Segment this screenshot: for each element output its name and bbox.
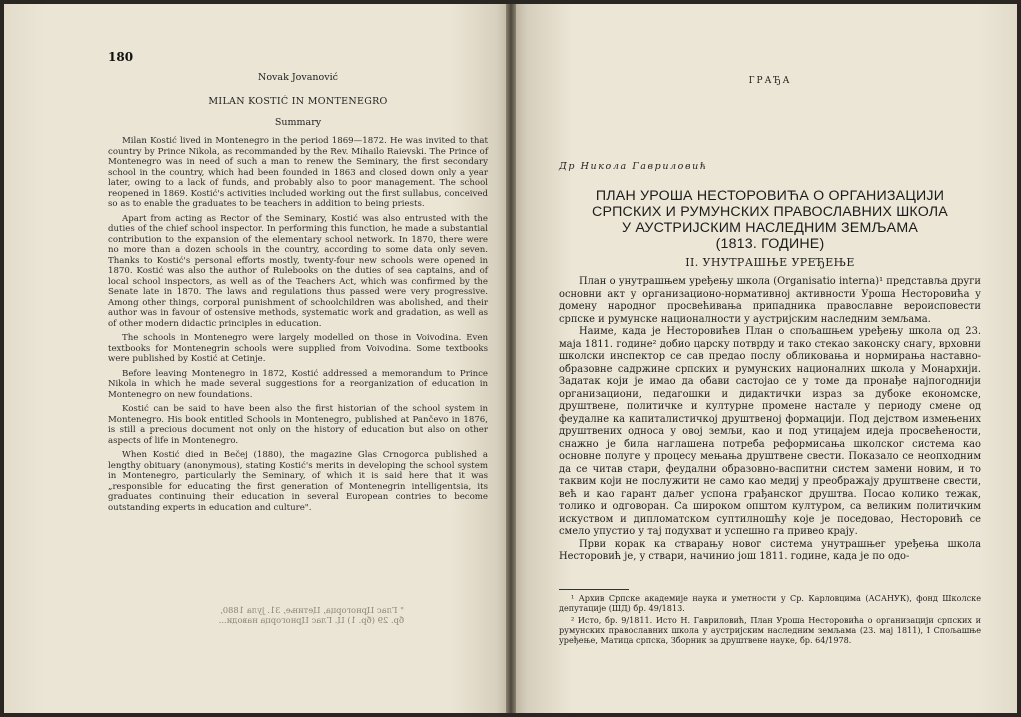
title-line: У АУСТРИЈСКИМ НАСЛЕДНИМ ЗЕМЉАМА [621,220,919,236]
bleed-through-text: " Глас Црногорца, Цетиње, 31. јула 1880, бр. 29 (бр. 1) Ц. Глас Црногорца наводи... [218,605,404,625]
footnote-rule [559,589,629,590]
article-author: Др Никола Гавриловић [559,161,708,172]
body-paragraph: Први корак ка стварању новог система унутрашњег уређења школа Несторовић је, у ствари, начинио још 1811. године, када је по одо- [559,538,981,562]
footnote: ² Исто, бр. 9/1811. Исто Н. Гавриловић, План Уроша Несторовића о организацији српских и румунских православних школа у аустријским наследним земљама (23. мај 1811), I Спољашње уређење, Матица српска, Зборник за друштвене науке, бр. 64/1978. [559,614,981,646]
title-line: ПЛАН УРОША НЕСТОРОВИЋА О ОРГАНИЗАЦИЈИ [595,188,945,204]
right-page [512,4,1017,713]
summary-paragraph: Apart from acting as Rector of the Seminary, Kostić was also entrusted with the duties of the chief school inspector. In performing this function, he made a substantial contribution to the expansion of the elementary school network. In 1870, there were no more than a dozen schools in the country, according to some data only seven. Thanks to Kostić's personal efforts mostly, twenty-four new schools were opened in 1870. Kostić was also the author of Rulebooks on the duties of sea captains, and of local school inspectors, as well as of the Teachers Act, which was confirmed by the Senate late in 1870. The laws and regulations thus passed were very progressive. Among other things, corporal punishment of schoolchildren was abolished, and their author was in favour of ostensive methods, systematic work and gradation, as well as of other modern didactic principles in education. [108,213,488,329]
summary-text [108,136,488,517]
summary-paragraph: Milan Kostić lived in Montenegro in the period 1869—1872. He was invited to that country by Prince Nikola, as recommanded by the Rev. Mihailo Raievski. The Prince of Montenegro was in need of such a man to renew the Seminary, the first secondary school in the country, which had been founded in 1863 and closed down only a year later, owing to a lack of funds, and probably also to poor management. The school reopened in 1869. Kostić's activities included working out the first sullabus, conceived so as to enable the graduates to be teachers in addition to being priests. [108,136,488,209]
footnote: ¹ Архив Српске академије наука и уметности у Ср. Карловцима (АСАНУК), фонд Школске депутације (ШД) бр. 49/1813. [559,593,981,614]
summary-paragraph: The schools in Montenegro were largely modelled on those in Voivodina. Even textbooks for Montenegrin schools were supplied from Voivodina. Some textbooks were published by Kostić at Cetinje. [108,333,488,364]
book-gutter [506,4,516,713]
summary-paragraph: Kostić can be said to have been also the first historian of the school system in Montenegro. His book entitled Schools in Montenegro, published at Pančevo in 1876, is still a precious document not only on the history of education but also on other aspects of life in Montenegro. [108,404,488,446]
summary-heading: Summary [274,117,322,128]
body-paragraph: Наиме, када је Несторовићев План о спољашњем уређењу школа од 23. маја 1811. године² добио царску потврду и тако стекао законску снагу, врховни школски инспектор се сав предао послу обликовања и нормирања наставно-образовне садржине српских и румунских националних школа у Монархији. Задатак који је имао да обави састојао се у томе да пронађе најпогоднији организациони, педагошки и дидактички израз за дубоке економске, друштвене, политичке и културне промене настале у периоду смене од феудалне ка капиталистичкој друштвеној формацији. Под дејством измењених друштвених односа у овој земљи, као и под утицајем идеја просвећености, снажно је била наглашена потреба реформисања школског система као основне полуге у процесу мењања друштвене свести. Показало се неопходним да се читав стари, феудални образовно-васпитни систем замени новим, и то таквим који не послужити не само као медиј у преображају друштвене свести, већ и као гарант даљег успона грађанског друштва. Посао колико тежак, толико и одговоран. Са широком општом културом, са великим политичким искуством и дипломатском суптилношћу које је поседовао, Несторовић се смело упустио у тај подухват и успешно га привео крају. [559,326,981,537]
left-page [4,4,512,713]
title-line: (1813. ГОДИНЕ) [715,236,825,252]
article-body [559,276,981,564]
page-number: 180 [108,50,134,64]
section-subtitle: II. УНУТРАШЊЕ УРЕЂЕЊЕ [685,256,855,269]
section-label: ГРАЂА [748,76,792,86]
summary-paragraph: Before leaving Montenegro in 1872, Kostić addressed a memorandum to Prince Nikola in which he made several suggestions for a reorganization of education in Montenegro on new foundations. [108,368,488,400]
article-author: Novak Jovanović [258,72,338,83]
body-paragraph: План о унутрашњем уређењу школа (Organisatio interna)¹ представља други основни акт у организационо-нормативној активности Уроша Несторовића у домену народног просвећивања припадника православне вероисповести српске и румунске националности у аустријским наследним земљама. [559,276,981,325]
article-title [559,188,981,252]
footnotes [559,593,981,646]
article-title: MILAN KOSTIĆ IN MONTENEGRO [208,96,388,107]
title-line: СРПСКИХ И РУМУНСКИХ ПРАВОСЛАВНИХ ШКОЛА [592,204,948,220]
summary-paragraph: When Kostić died in Bečej (1880), the magazine Glas Crnogorca published a lengthy obituary (anonymous), stating Kostić's merits in developing the school system in Montenegro, particularly the Seminary, of which it is said here that it was „responsible for educating the first generation of Montenegrin intelligentsia, its graduates continuing their education in several European contries to become outstanding experts in education and culture". [108,450,488,513]
